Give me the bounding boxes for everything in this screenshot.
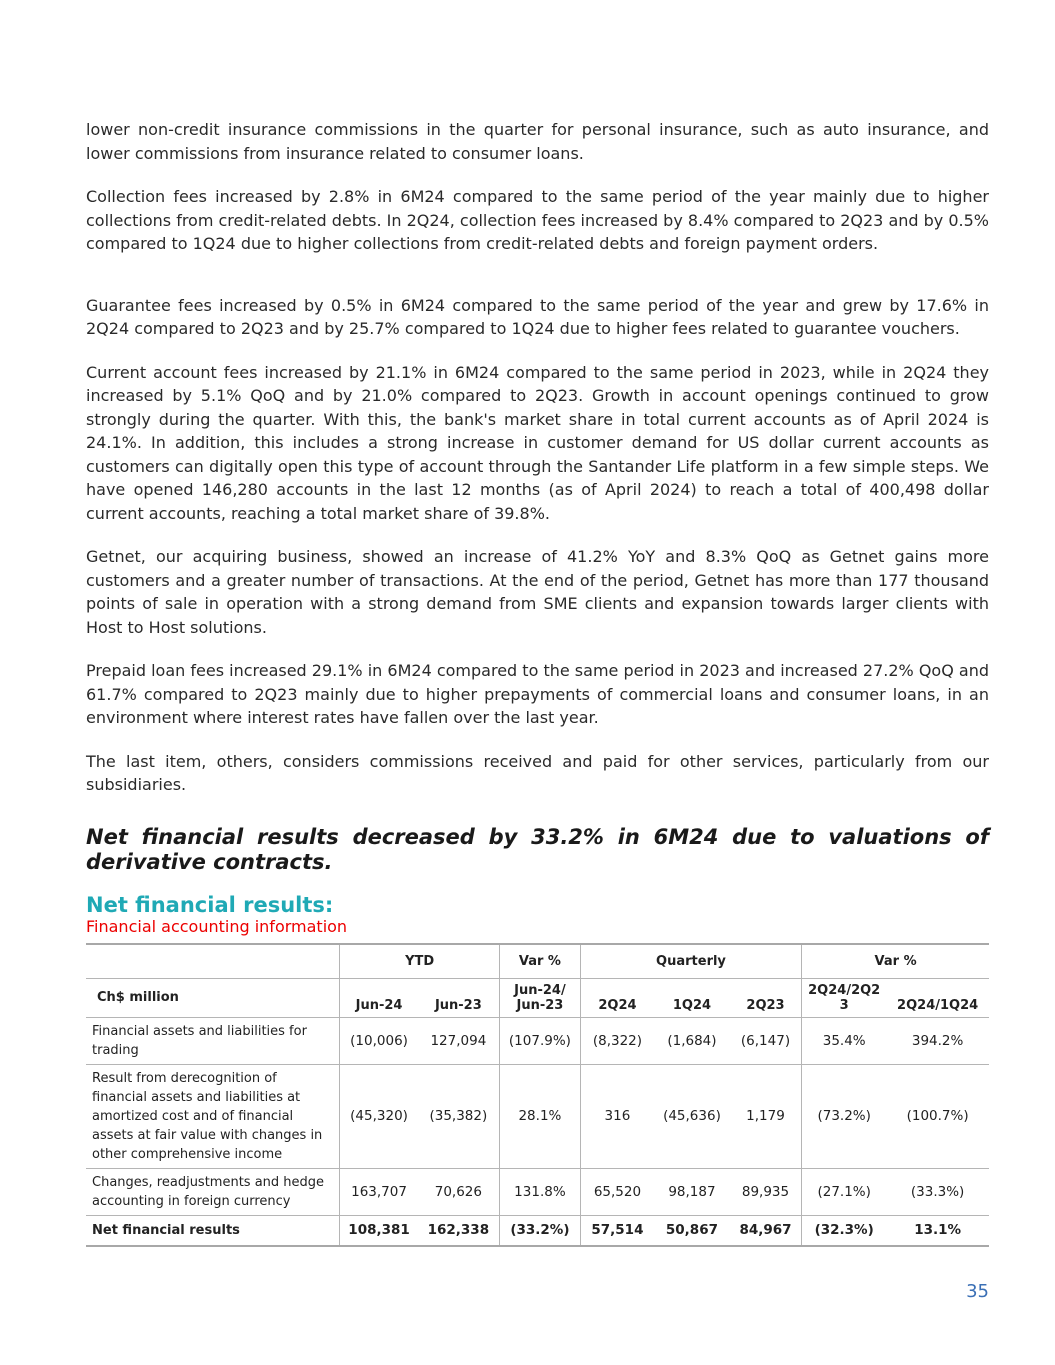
table-cell: 50,867 (665, 1222, 718, 1238)
table-cell: 131.8% (500, 1168, 581, 1215)
table-cell: 13.1% (914, 1222, 962, 1238)
table-cell: (73.2%) (802, 1064, 887, 1168)
row-label: Changes, readjustments and hedge accounting in foreign currency (86, 1168, 340, 1215)
table-cell: (10,006) (340, 1017, 418, 1064)
group-header-var-quarterly: Var % (802, 944, 989, 979)
paragraph-current-account-fees: Current account fees increased by 21.1% in 6M24 compared to the same period in 2023, while in 2Q24 they increased by 5.1% QoQ and by 21.0% compared to 2Q23. Growth in account openings continued to grow strongly during the quarter. With this, the bank's market share in total current accounts as of April 2024 is 24.1%. In addition, this includes a strong increase in customer demand for US dollar current accounts as customers can digitally open this type of account through the Santander Life platform in a few simple steps. We have opened 146,280 accounts in the last 12 months (as of April 2024) to reach a total of 400,498 dollar current accounts, reaching a total market share of 39.8%. (86, 362, 989, 523)
group-header-var-ytd: Var % (500, 944, 581, 979)
row-label: Net financial results (92, 1222, 240, 1238)
table-cell: (33.3%) (886, 1168, 989, 1215)
page-number: 35 (966, 1281, 989, 1302)
table-row (86, 1017, 989, 1064)
table-cell: 35.4% (802, 1017, 887, 1064)
paragraph-prepaid-loan-fees: Prepaid loan fees increased 29.1% in 6M24 compared to the same period in 2023 and increased 27.2% QoQ and 61.7% compared to 2Q23 mainly due to higher prepayments of commercial loans and consumer loans, in an environment where interest rates have fallen over the last year. (86, 661, 989, 727)
table-cell: 162,338 (427, 1222, 490, 1238)
group-header-quarterly: Quarterly (580, 944, 801, 979)
group-header-empty (86, 944, 340, 979)
paragraph-insurance-commissions: lower non-credit insurance commissions in the quarter for personal insurance, such as auto insurance, and lower commissions from insurance related to consumer loans. (86, 120, 989, 163)
column-header-var-jun: Jun-24/ Jun-23 (500, 978, 581, 1017)
table-cell: 98,187 (654, 1168, 730, 1215)
table-cell: 57,514 (580, 1215, 654, 1246)
table-row (86, 1168, 989, 1215)
column-header-var-2q24-1q24: 2Q24/1Q24 (886, 978, 989, 1017)
section-headline: Net financial results decreased by 33.2% in 6M24 due to valuations of derivative contracts. (86, 824, 989, 874)
net-financial-results-table (86, 943, 989, 1247)
table-cell: (35,382) (418, 1064, 500, 1168)
table-cell: (33.2%) (500, 1215, 581, 1246)
group-header-ytd: YTD (340, 944, 500, 979)
paragraph-others: The last item, others, considers commissions received and paid for other services, particularly from our subsidiaries. (86, 751, 989, 794)
table-cell: (6,147) (730, 1017, 802, 1064)
table-cell: (1,684) (654, 1017, 730, 1064)
table-cell: (8,322) (580, 1017, 654, 1064)
column-header-label: Ch$ million (86, 978, 340, 1017)
table-cell: 127,094 (418, 1017, 500, 1064)
table-row (86, 1215, 989, 1246)
table-cell: (107.9%) (500, 1017, 581, 1064)
table-cell: 108,381 (340, 1215, 418, 1246)
section-subtitle: Financial accounting information (86, 916, 348, 936)
column-header-jun23: Jun-23 (418, 978, 500, 1017)
table-cell: (27.1%) (802, 1168, 887, 1215)
table-cell: 84,967 (739, 1222, 792, 1238)
page-content (86, 118, 989, 1247)
table-cell: 163,707 (340, 1168, 418, 1215)
column-header-var-2q24-2q23: 2Q24/2Q2 3 (802, 978, 887, 1017)
table-cell: 65,520 (580, 1168, 654, 1215)
table-row (86, 1064, 989, 1168)
row-label: Result from derecognition of financial assets and liabilities at amortized cost and of financial assets at fair value with changes in other comprehensive income (86, 1064, 340, 1168)
row-label: Financial assets and liabilities for trading (86, 1017, 340, 1064)
table-cell: 89,935 (730, 1168, 802, 1215)
paragraph-collection-fees: Collection fees increased by 2.8% in 6M24 compared to the same period of the year mainly due to higher collections from credit-related debts. In 2Q24, collection fees increased by 8.4% compared to 2Q23 and by 0.5% compared to 1Q24 due to higher collections from credit-related debts and foreign payment orders. (86, 187, 989, 253)
table-cell: 394.2% (886, 1017, 989, 1064)
section-title: Net financial results: (86, 892, 334, 917)
table-cell: (45,636) (654, 1064, 730, 1168)
table-cell: 316 (580, 1064, 654, 1168)
column-header-2q24: 2Q24 (580, 978, 654, 1017)
table-group-header (86, 944, 989, 979)
column-header-jun24: Jun-24 (340, 978, 418, 1017)
column-header-2q23: 2Q23 (730, 978, 802, 1017)
paragraph-getnet: Getnet, our acquiring business, showed an increase of 41.2% YoY and 8.3% QoQ as Getnet gains more customers and a greater number of transactions. At the end of the period, Getnet has more than 177 thousand points of sale in operation with a strong demand from SME clients and expansion towards larger clients with Host to Host solutions. (86, 547, 989, 637)
table-cell: (100.7%) (886, 1064, 989, 1168)
column-header-1q24: 1Q24 (654, 978, 730, 1017)
table-cell: 1,179 (730, 1064, 802, 1168)
paragraph-guarantee-fees: Guarantee fees increased by 0.5% in 6M24 compared to the same period of the year and grew by 17.6% in 2Q24 compared to 2Q23 and by 25.7% compared to 1Q24 due to higher fees related to guarantee vouchers. (86, 295, 989, 338)
table-cell: 70,626 (418, 1168, 500, 1215)
table-column-header (86, 978, 989, 1017)
table-cell: (45,320) (340, 1064, 418, 1168)
table-cell: 28.1% (500, 1064, 581, 1168)
table-cell: (32.3%) (802, 1215, 887, 1246)
